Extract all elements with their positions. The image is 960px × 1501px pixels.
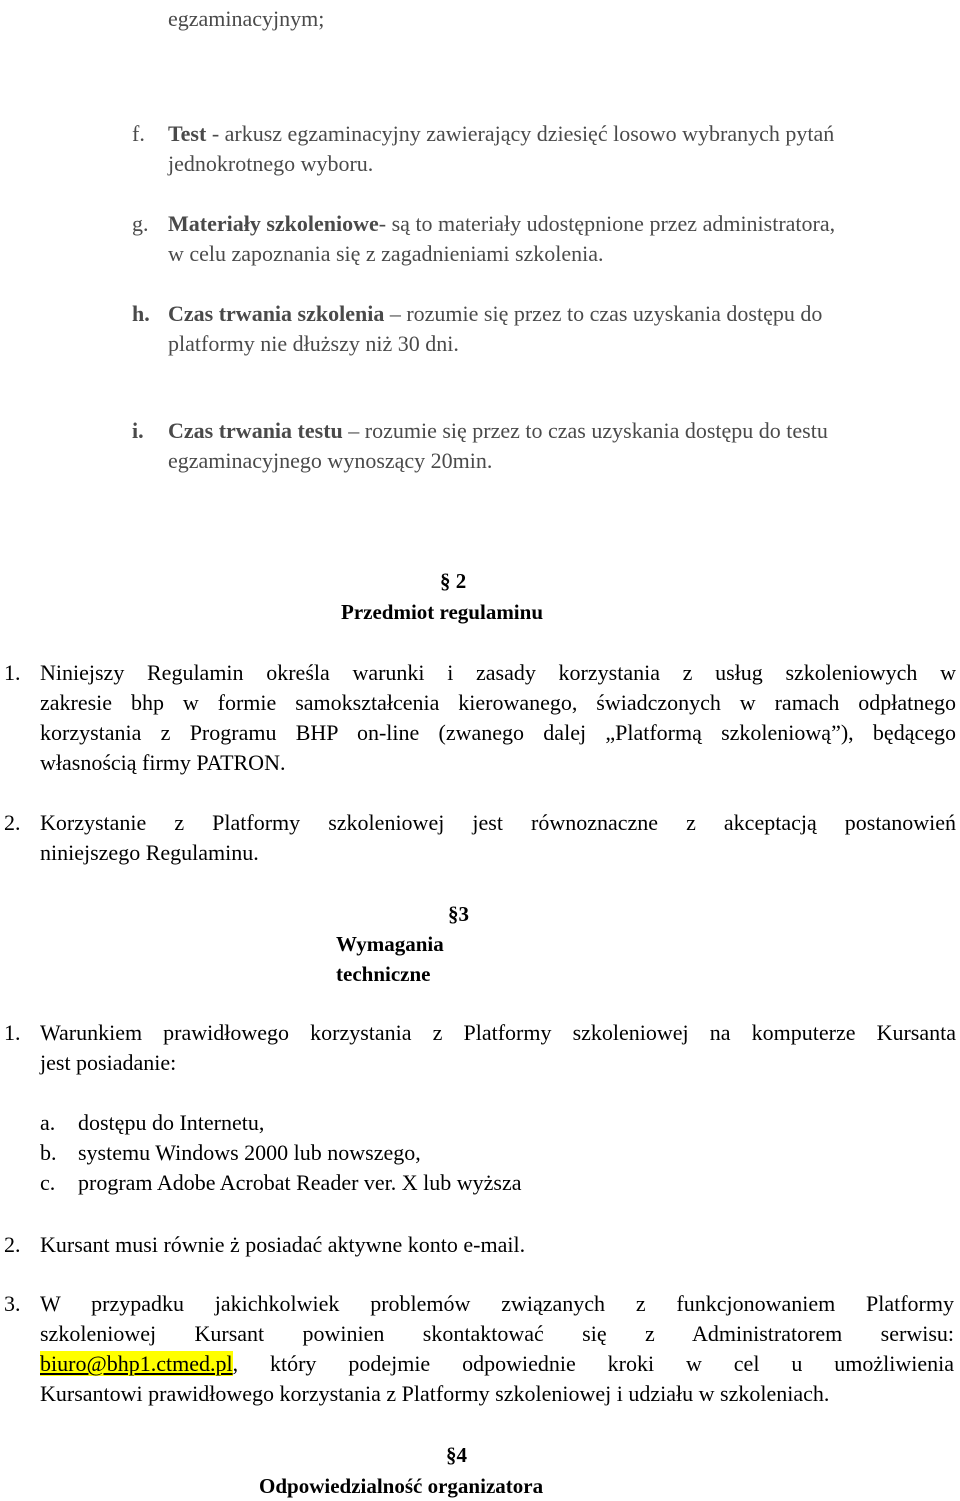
intro-tail: egzaminacyjnym; <box>168 6 325 31</box>
item-marker: 2. <box>4 1232 21 1257</box>
definition-marker: g. <box>132 211 149 236</box>
definition-term: Czas trwania testu <box>168 418 343 443</box>
definition-line: platformy nie dłuższy niż 30 dni. <box>168 331 459 356</box>
section-heading-number: §4 <box>446 1443 467 1467</box>
paragraph-line: W przypadku jakichkolwiek problemów związanych z funkcjonowaniem Platformy <box>40 1291 954 1316</box>
paragraph-line: jest posiadanie: <box>40 1050 177 1075</box>
paragraph-line: Kursant musi równie ż posiadać aktywne konto e-mail. <box>40 1232 526 1257</box>
paragraph-line: własnością firmy PATRON. <box>40 750 286 775</box>
definition-marker: h. <box>132 301 150 326</box>
paragraph-line: biuro@bhp1.ctmed.pl, który podejmie odpowiednie kroki w cel u umożliwienia <box>40 1351 954 1376</box>
paragraph-line: Kursantowi prawidłowego korzystania z Platformy szkoleniowej i udziału w szkoleniach. <box>40 1381 830 1406</box>
item-marker: 3. <box>4 1291 21 1316</box>
definition-line: Materiały szkoleniowe- są to materiały udostępnione przez administratora, <box>168 211 836 236</box>
section-heading-title: techniczne <box>336 962 431 986</box>
definition-term: Materiały szkoleniowe <box>168 211 379 236</box>
subitem-text: dostępu do Internetu, <box>78 1110 265 1135</box>
paragraph-line: niniejszego Regulaminu. <box>40 840 259 865</box>
definition-term: Czas trwania szkolenia <box>168 301 385 326</box>
subitem-marker: b. <box>40 1140 57 1165</box>
subitem-text: systemu Windows 2000 lub nowszego, <box>78 1140 421 1165</box>
paragraph-line: szkoleniowej Kursant powinien skontaktować się z Administratorem serwisu: <box>40 1321 954 1346</box>
definition-line: jednokrotnego wyboru. <box>168 151 374 176</box>
paragraph-line: Korzystanie z Platformy szkoleniowej jest równoznaczne z akceptacją postanowień <box>40 810 956 835</box>
definition-line: Czas trwania szkolenia – rozumie się przez to czas uzyskania dostępu do <box>168 301 823 326</box>
definition-line: Czas trwania testu – rozumie się przez to czas uzyskania dostępu do testu <box>168 418 828 443</box>
item-marker: 2. <box>4 810 21 835</box>
section-heading-title: Przedmiot regulaminu <box>341 600 544 624</box>
subitem-text: program Adobe Acrobat Reader ver. X lub wyższa <box>78 1170 522 1195</box>
item-marker: 1. <box>4 660 21 685</box>
paragraph-line: zakresie bhp w formie samokształcenia kierowanego, świadczonych w ramach odpłatnego <box>40 690 956 715</box>
definition-term: Test <box>168 121 207 146</box>
paragraph-line: Warunkiem prawidłowego korzystania z Platformy szkoleniowej na komputerze Kursanta <box>40 1020 956 1045</box>
paragraph-line: korzystania z Programu BHP on-line (zwanego dalej „Platformą szkoleniową”), będącego <box>40 720 956 745</box>
subitem-marker: a. <box>40 1110 56 1135</box>
paragraph-line: Niniejszy Regulamin określa warunki i zasady korzystania z usług szkoleniowych w <box>40 660 956 685</box>
subitem-marker: c. <box>40 1170 56 1195</box>
definition-marker: i. <box>132 418 144 443</box>
definition-line: egzaminacyjnego wynoszący 20min. <box>168 448 493 473</box>
item-marker: 1. <box>4 1020 21 1045</box>
section-heading-number: § 2 <box>440 569 467 593</box>
section-heading-number: §3 <box>448 902 469 926</box>
definition-line: Test - arkusz egzaminacyjny zawierający dziesięć losowo wybranych pytań <box>168 121 835 146</box>
definition-line: w celu zapoznania się z zagadnieniami szkolenia. <box>168 241 604 266</box>
email-link[interactable]: biuro@bhp1.ctmed.pl <box>40 1351 233 1376</box>
section-heading-title: Odpowiedzialność organizatora <box>259 1474 544 1498</box>
definition-marker: f. <box>132 121 145 146</box>
section-heading-title: Wymagania <box>336 932 444 956</box>
